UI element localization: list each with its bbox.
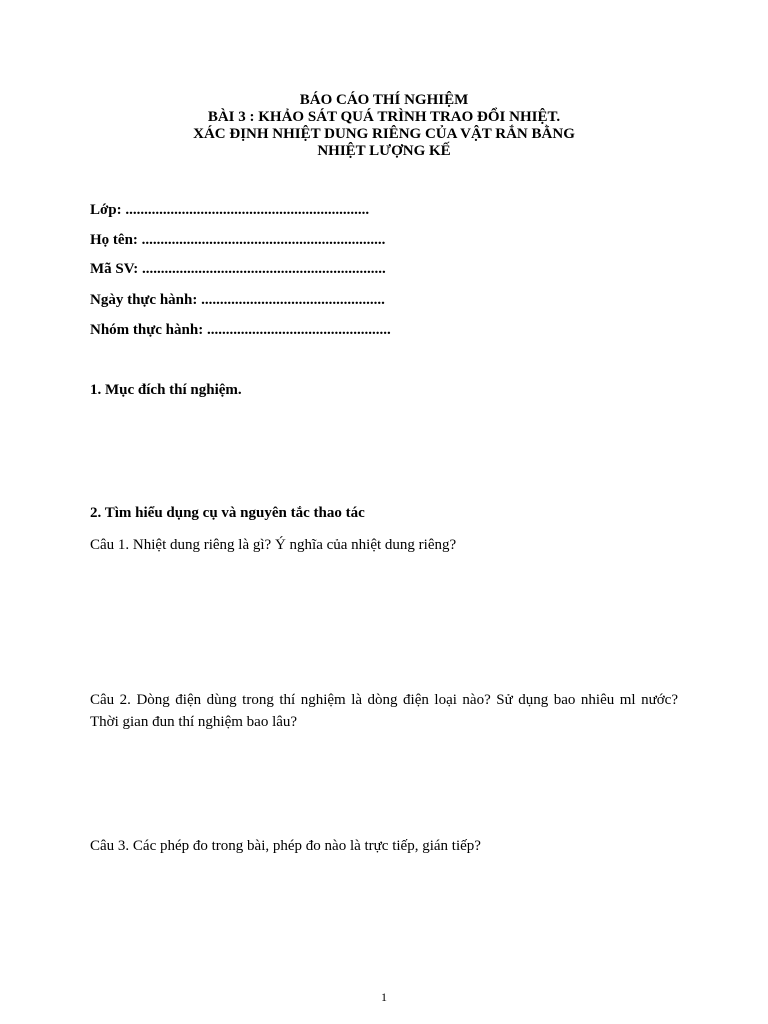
field-practice-group: Nhóm thực hành: .................................................	[90, 322, 391, 338]
title-line-1: BÁO CÁO THÍ NGHIỆM	[299, 92, 469, 108]
field-student-id: Mã SV: .................................................................	[90, 261, 386, 277]
section-2-heading: 2. Tìm hiểu dụng cụ và nguyên tắc thao tác	[90, 505, 365, 521]
title-line-3: XÁC ĐỊNH NHIỆT DUNG RIÊNG CỦA VẬT RẮN BẰNG	[193, 126, 575, 142]
field-full-name: Họ tên: .................................................................	[90, 232, 386, 248]
field-practice-date: Ngày thực hành: .................................................	[90, 292, 385, 308]
page-number: 1	[381, 990, 387, 1004]
question-3: Câu 3. Các phép đo trong bài, phép đo nào là trực tiếp, gián tiếp?	[90, 838, 481, 854]
title-line-4: NHIỆT LƯỢNG KẾ	[317, 143, 451, 159]
question-2: Câu 2. Dòng điện dùng trong thí nghiệm là dòng điện loại nào? Sử dụng bao nhiêu ml nước? Thời gian đun thí nghiệm bao lâu?	[90, 692, 678, 730]
section-1-heading: 1. Mục đích thí nghiệm.	[90, 382, 242, 398]
field-class: Lớp: .................................................................	[90, 202, 370, 218]
report-title	[0, 92, 768, 160]
question-1: Câu 1. Nhiệt dung riêng là gì? Ý nghĩa của nhiệt dung riêng?	[90, 537, 457, 553]
title-line-2: BÀI 3 : KHẢO SÁT QUÁ TRÌNH TRAO ĐỔI NHIỆT.	[207, 109, 561, 125]
